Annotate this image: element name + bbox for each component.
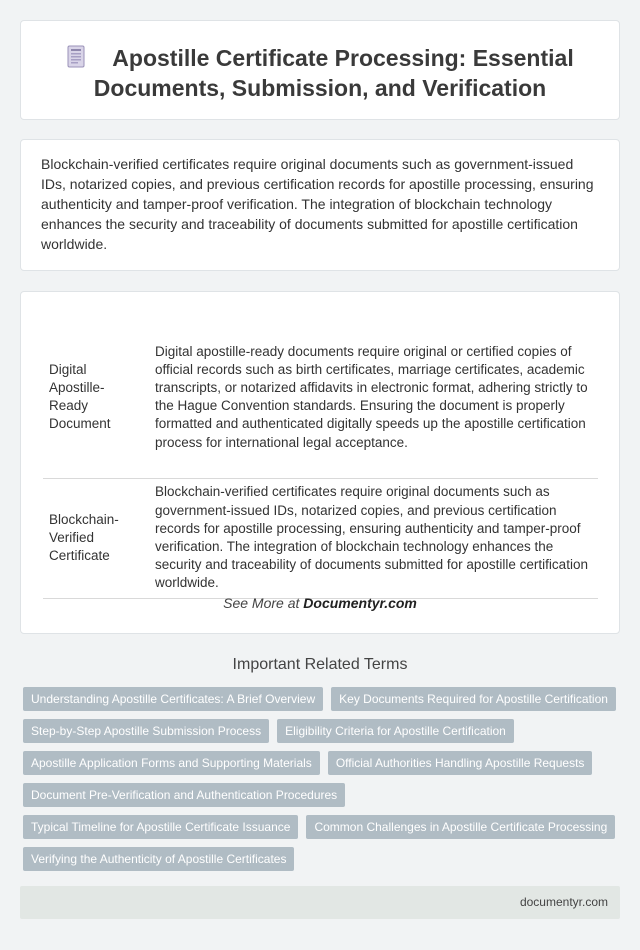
definition-table-card (20, 291, 620, 634)
see-more-prefix: See More at (223, 595, 300, 611)
related-terms-title: Important Related Terms (232, 656, 408, 673)
see-more-link[interactable]: Documentyr.com (303, 595, 417, 611)
table-description: Digital apostille-ready documents require original or certified copies of official records such as birth certificates, marriage certificates, academic transcripts, or notarized affidavits in electronic format, adhering strictly to the Hague Convention standards. Ensuring the document is properly formatted and authenticated digitally speeds up the apostille certification process for international legal acceptance. (147, 317, 598, 478)
table-row (43, 317, 598, 478)
related-terms-list (23, 687, 623, 871)
related-term-tag[interactable]: Document Pre-Verification and Authentication Procedures (23, 783, 345, 807)
related-term-tag[interactable]: Understanding Apostille Certificates: A Brief Overview (23, 687, 323, 711)
related-term-tag[interactable]: Step-by-Step Apostille Submission Process (23, 719, 269, 743)
footer (20, 886, 620, 919)
footer-site[interactable]: documentyr.com (519, 895, 608, 909)
related-term-tag[interactable]: Eligibility Criteria for Apostille Certification (277, 719, 514, 743)
definition-table (43, 317, 598, 599)
table-term: Blockchain-Verified Certificate (43, 478, 147, 598)
table-description: Blockchain-verified certificates require original documents such as government-issued IDs, notarized copies, and previous certification records for apostille processing, ensuring authenticity and tamper-proof verification. The integration of blockchain technology enhances the security and traceability of documents submitted for apostille certification worldwide. (147, 478, 598, 598)
related-term-tag[interactable]: Key Documents Required for Apostille Certification (331, 687, 616, 711)
see-more (21, 595, 619, 611)
document-icon (66, 45, 88, 69)
related-term-tag[interactable]: Apostille Application Forms and Supporting Materials (23, 751, 320, 775)
intro-card (20, 139, 620, 271)
related-term-tag[interactable]: Verifying the Authenticity of Apostille Certificates (23, 847, 294, 871)
table-row (43, 478, 598, 598)
page-title-text: Apostille Certificate Processing: Essential Documents, Submission, and Verification (93, 45, 574, 101)
title-card (20, 20, 620, 120)
table-term: Digital Apostille-Ready Document (43, 317, 147, 478)
related-term-tag[interactable]: Typical Timeline for Apostille Certificate Issuance (23, 815, 298, 839)
related-term-tag[interactable]: Common Challenges in Apostille Certificate Processing (306, 815, 615, 839)
intro-paragraph: Blockchain-verified certificates require original documents such as government-issued IDs, notarized copies, and previous certification records for apostille processing, ensuring authenticity and tamper-proof verification. The integration of blockchain technology enhances the security and traceability of documents submitted for apostille certification worldwide. (41, 156, 594, 252)
page-title (61, 43, 579, 103)
related-term-tag[interactable]: Official Authorities Handling Apostille Requests (328, 751, 593, 775)
